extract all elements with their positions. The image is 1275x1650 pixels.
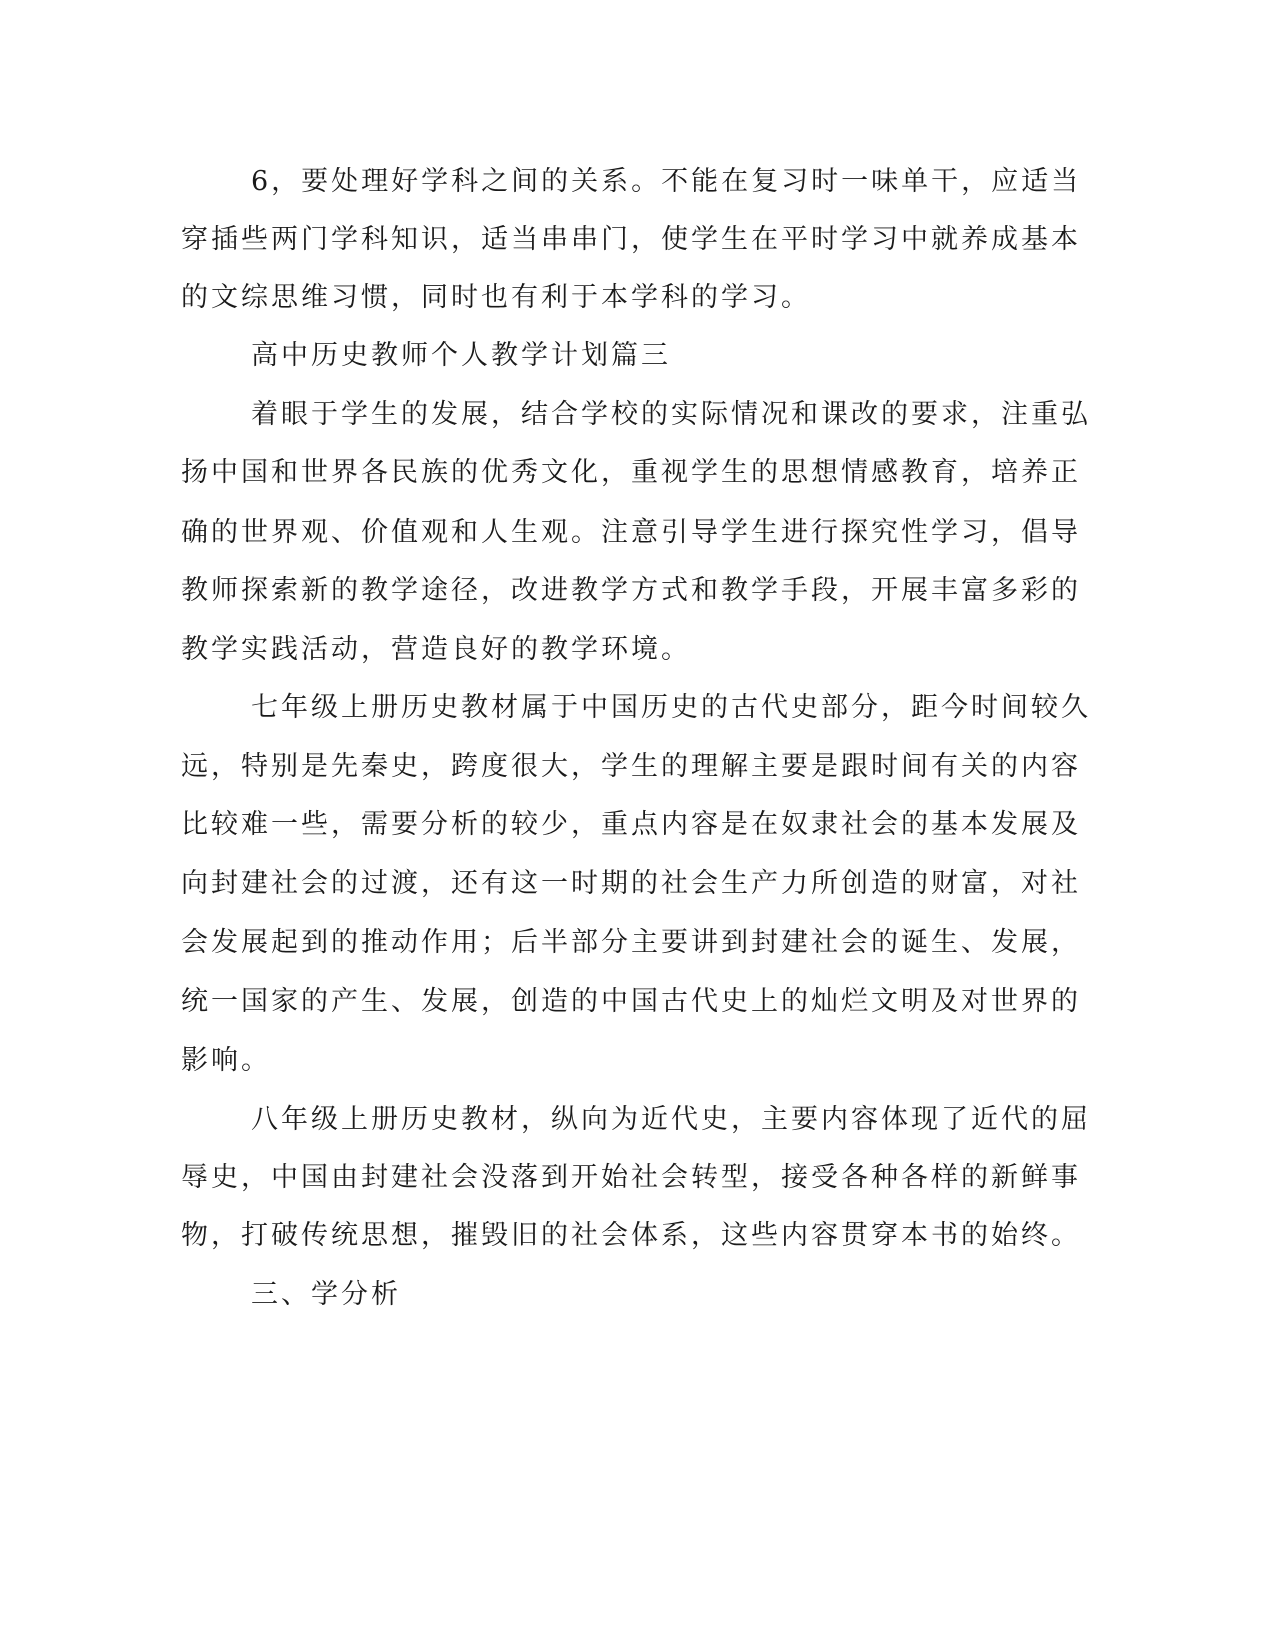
text-line: 比较难一些，需要分析的较少，重点内容是在奴隶社会的基本发展及 — [181, 809, 1081, 840]
text-line: 辱史，中国由封建社会没落到开始社会转型，接受各种各样的新鲜事 — [181, 1162, 1081, 1193]
text-line: 物，打破传统思想，摧毁旧的社会体系，这些内容贯穿本书的始终。 — [181, 1220, 1081, 1251]
text-line: 着眼于学生的发展，结合学校的实际情况和课改的要求，注重弘 — [251, 399, 1091, 430]
section-heading: 三、学分析 — [251, 1279, 401, 1310]
text-line: 七年级上册历史教材属于中国历史的古代史部分，距今时间较久 — [251, 692, 1091, 723]
text-line: 教师探索新的教学途径，改进教学方式和教学手段，开展丰富多彩的 — [181, 575, 1081, 606]
text-line: 影响。 — [181, 1045, 271, 1076]
text-line: 教学实践活动，营造良好的教学环境。 — [181, 634, 691, 665]
text-line: 的文综思维习惯，同时也有利于本学科的学习。 — [181, 282, 811, 313]
text-line: 扬中国和世界各民族的优秀文化，重视学生的思想情感教育，培养正 — [181, 457, 1081, 488]
text-line: 穿插些两门学科知识，适当串串门，使学生在平时学习中就养成基本 — [181, 224, 1081, 255]
section-heading: 高中历史教师个人教学计划篇三 — [251, 340, 671, 371]
text-line: 确的世界观、价值观和人生观。注意引导学生进行探究性学习，倡导 — [181, 517, 1081, 548]
text-line: 6，要处理好学科之间的关系。不能在复习时一味单干，应适当 — [251, 166, 1082, 197]
text-line: 远，特别是先秦史，跨度很大，学生的理解主要是跟时间有关的内容 — [181, 751, 1081, 782]
text-line: 八年级上册历史教材，纵向为近代史，主要内容体现了近代的屈 — [251, 1104, 1091, 1135]
text-line: 会发展起到的推动作用；后半部分主要讲到封建社会的诞生、发展， — [181, 927, 1081, 958]
text-line: 统一国家的产生、发展，创造的中国古代史上的灿烂文明及对世界的 — [181, 986, 1081, 1017]
text-line: 向封建社会的过渡，还有这一时期的社会生产力所创造的财富，对社 — [181, 868, 1081, 899]
